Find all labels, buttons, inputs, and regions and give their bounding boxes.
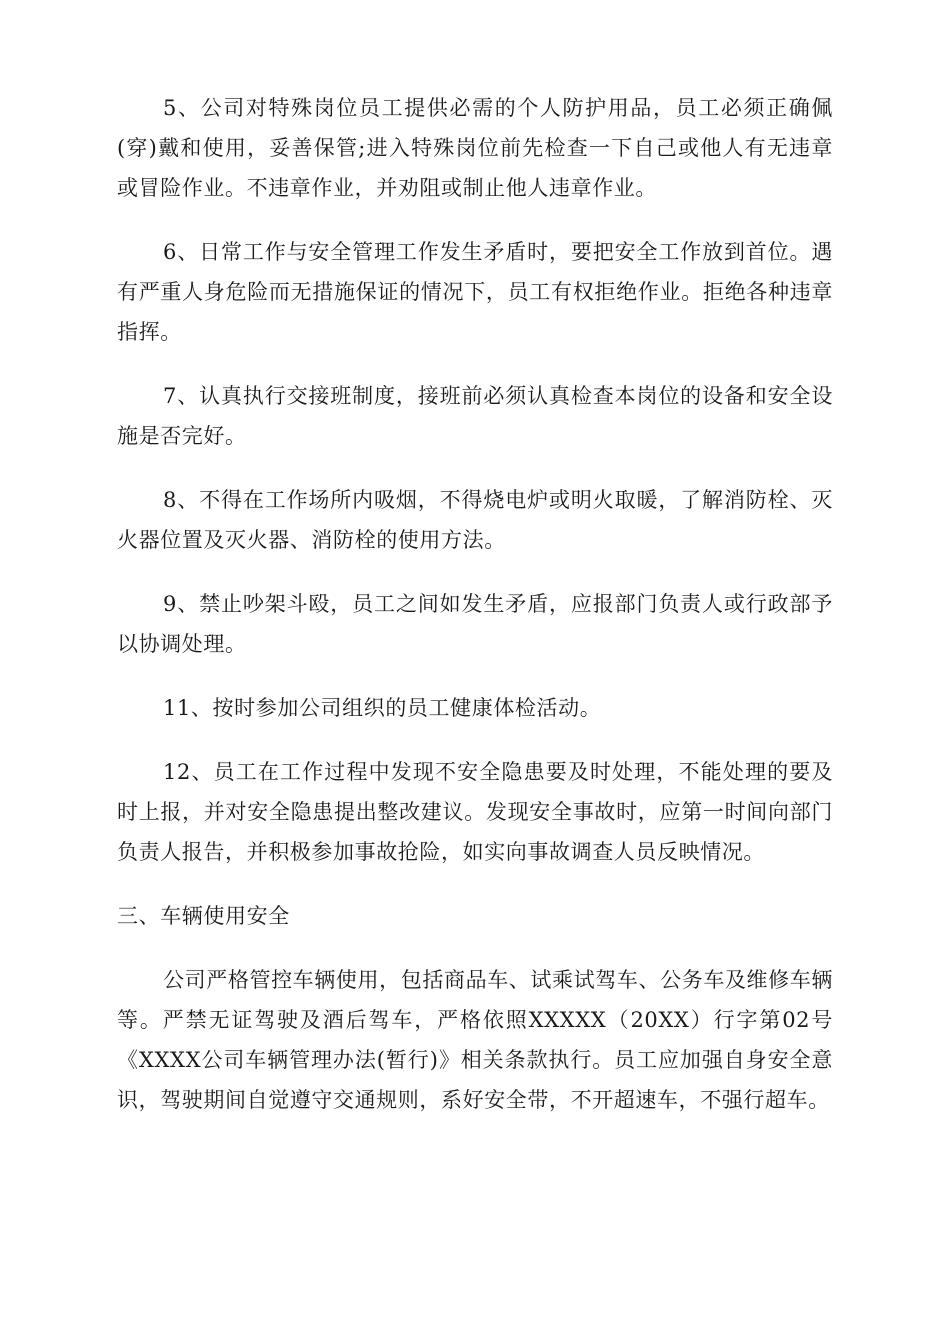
paragraph-item-6: 6、日常工作与安全管理工作发生矛盾时，要把安全工作放到首位。遇有严重人身危险而无措施保证的情况下，员工有权拒绝作业。拒绝各种违章指挥。 bbox=[117, 240, 833, 344]
paragraph-item-11: 11、按时参加公司组织的员工健康体检活动。 bbox=[163, 696, 602, 720]
paragraph-item-8: 8、不得在工作场所内吸烟，不得烧电炉或明火取暖，了解消防栓、灭火器位置及灭火器、消防栓的使用方法。 bbox=[117, 488, 833, 552]
section-paragraph: 公司严格管控车辆使用，包括商品车、试乘试驾车、公务车及维修车辆等。严禁无证驾驶及酒后驾车，严格依照XXXXX（20XX）行字第02号《XXXX公司车辆管理办法(暂行)》相关条款执行。员工应加强自身安全意识，驾驶期间自觉遵守交通规则，系好安全带，不开超速车，不强行超车。 bbox=[117, 968, 833, 1112]
document-page bbox=[117, 88, 833, 1144]
paragraph-item-9: 9、禁止吵架斗殴，员工之间如发生矛盾，应报部门负责人或行政部予以协调处理。 bbox=[117, 592, 833, 656]
paragraph-item-5: 5、公司对特殊岗位员工提供必需的个人防护用品，员工必须正确佩(穿)戴和使用，妥善保管;进入特殊岗位前先检查一下自己或他人有无违章或冒险作业。不违章作业，并劝阻或制止他人违章作业。 bbox=[117, 96, 833, 200]
paragraph-item-12: 12、员工在工作过程中发现不安全隐患要及时处理，不能处理的要及时上报，并对安全隐患提出整改建议。发现安全事故时，应第一时间向部门负责人报告，并积极参加事故抢险，如实向事故调查人员反映情况。 bbox=[117, 760, 833, 864]
section-heading: 三、车辆使用安全 bbox=[117, 904, 290, 928]
paragraph-item-7: 7、认真执行交接班制度，接班前必须认真检查本岗位的设备和安全设施是否完好。 bbox=[117, 384, 833, 448]
